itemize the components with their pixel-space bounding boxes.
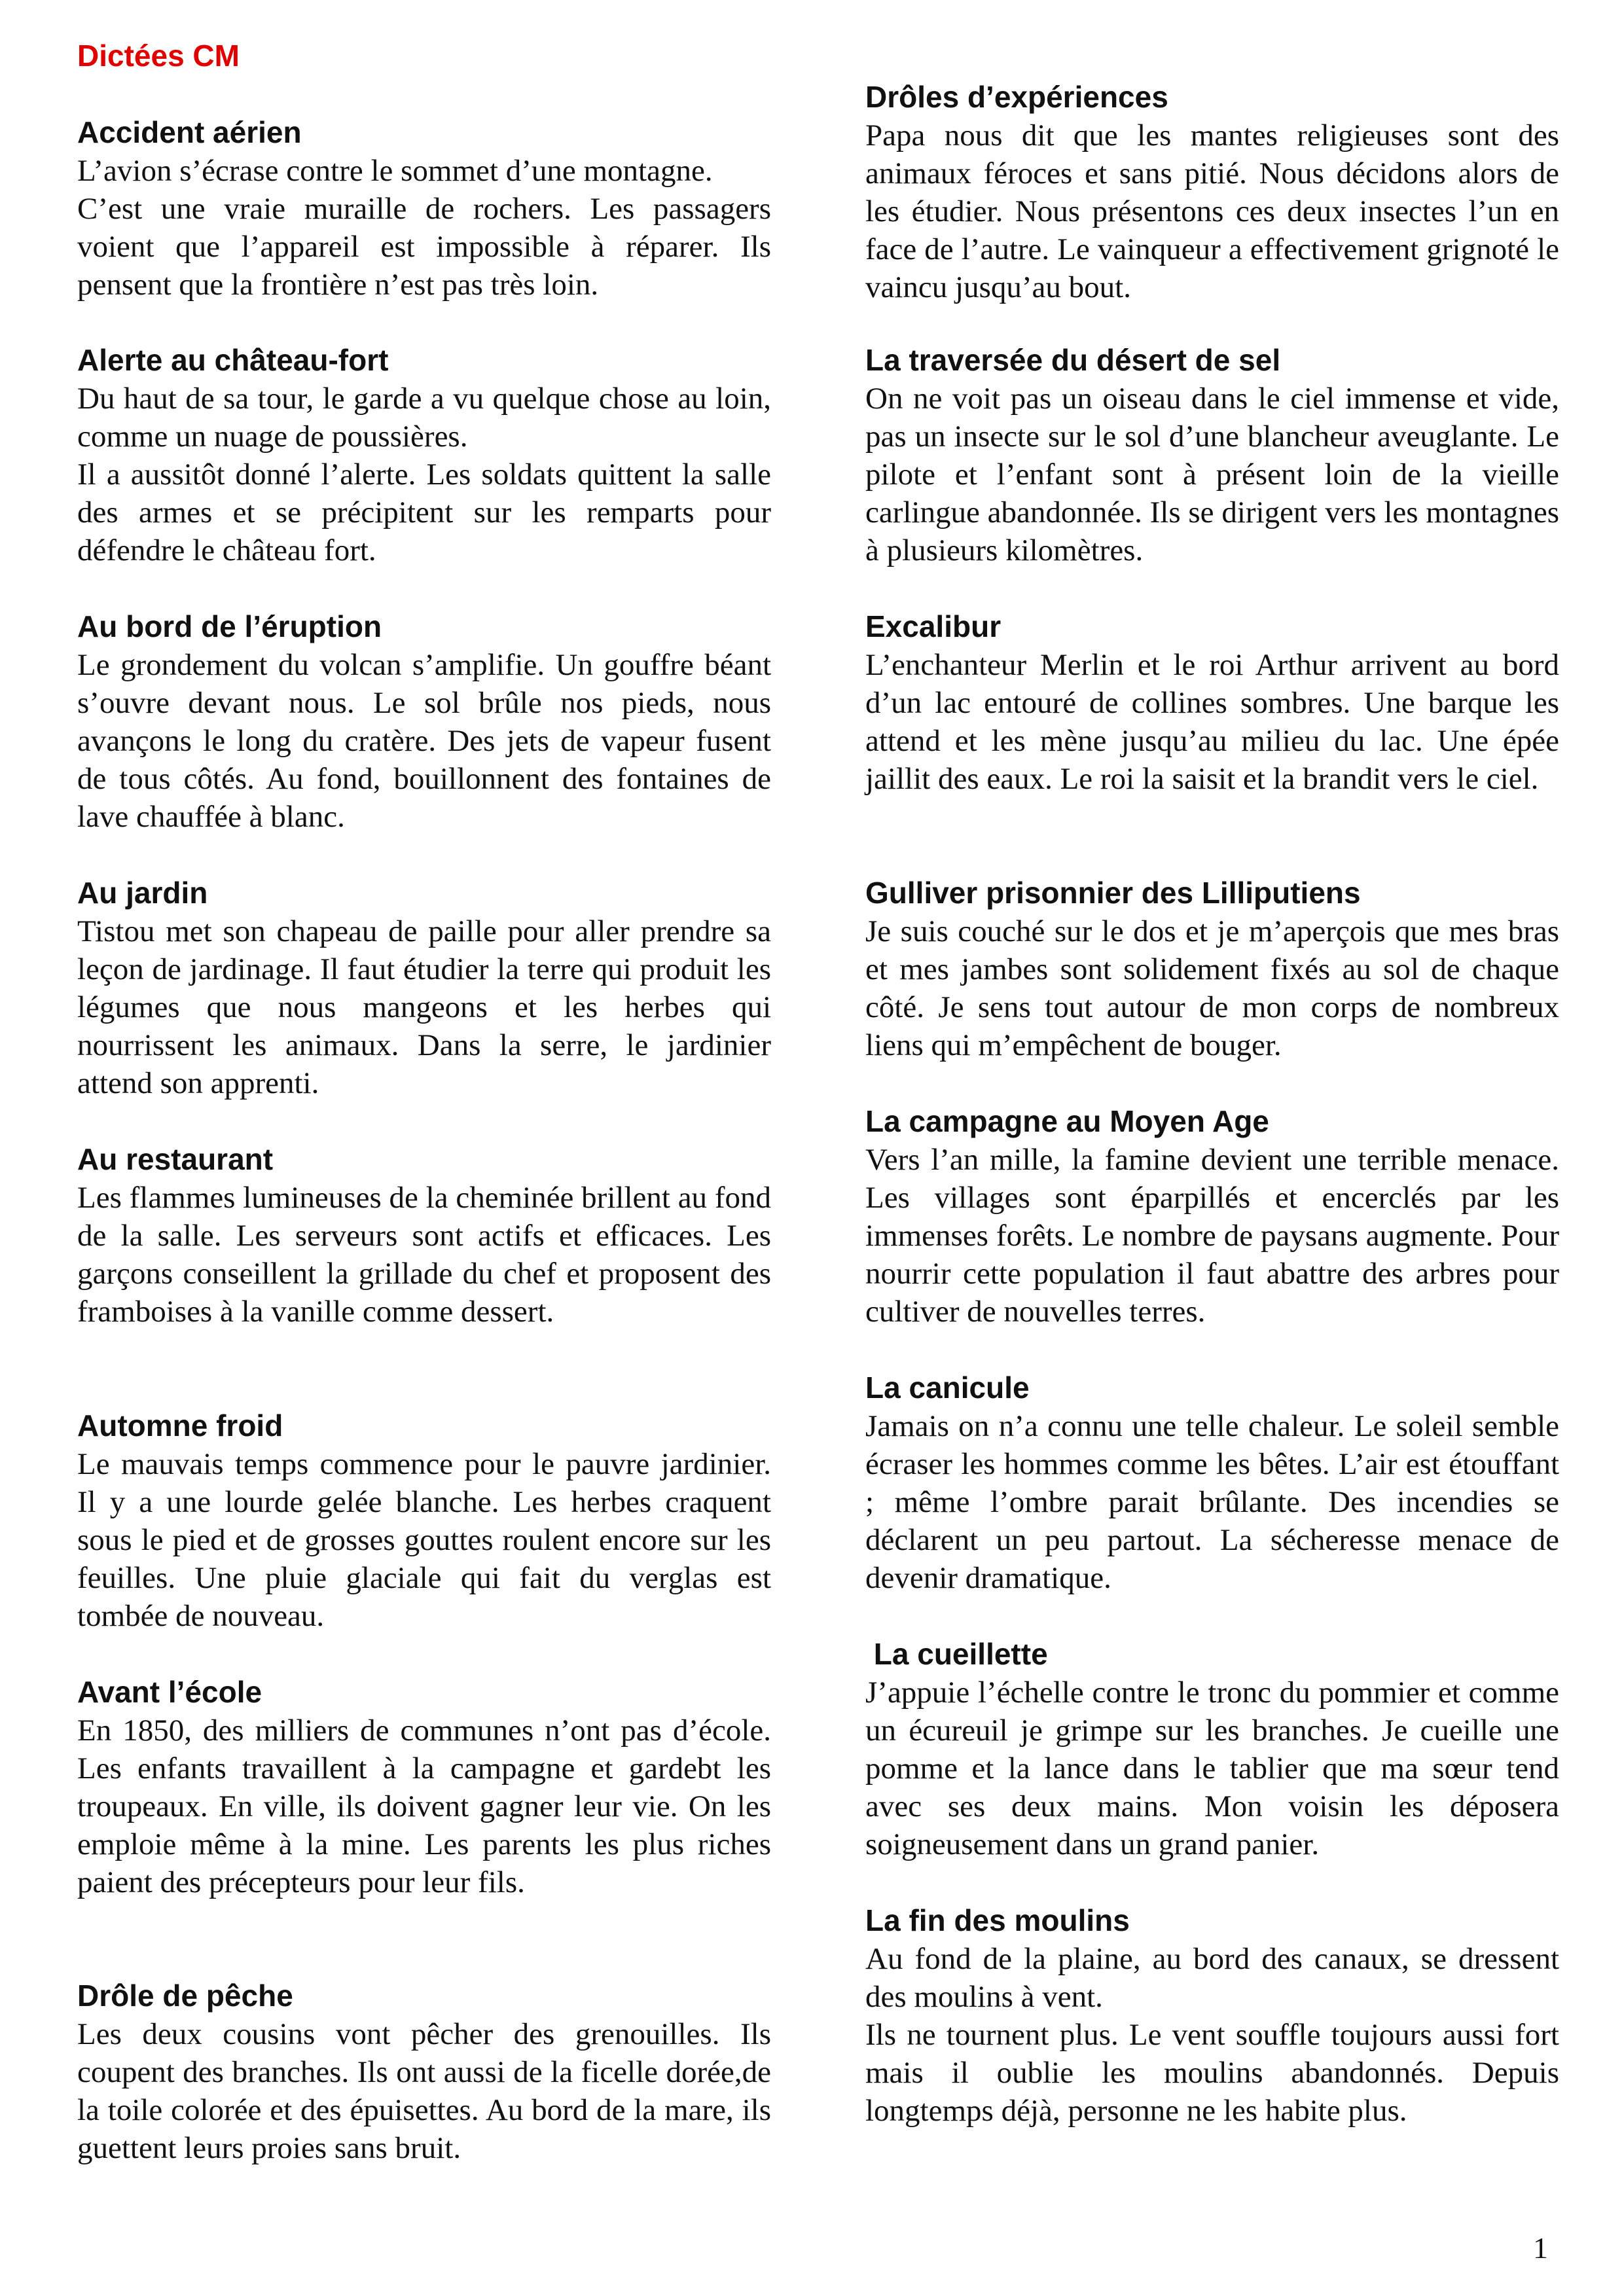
text-paragraph: Le grondement du volcan s’amplifie. Un gouffre béant s’ouvre devant nous. Le sol brûle nos pieds, nous avançons le long du cratère. Des jets de vapeur fusent de tous côtés. Au fond, bouillonnent des fontaines de lave chauffée à blanc.	[77, 648, 771, 834]
section-text	[865, 117, 1559, 306]
dictation-drole-de-peche	[77, 1976, 771, 2167]
section-heading: La traversée du désert de sel	[865, 343, 1281, 377]
document-title: Dictées CM	[77, 39, 240, 73]
section-heading: Automne froid	[77, 1408, 283, 1443]
dictation-campagne-moyen-age	[865, 1102, 1559, 1331]
section-heading: Drôle de pêche	[77, 1979, 293, 2013]
section-text	[77, 1712, 771, 1901]
text-paragraph: Au fond de la plaine, au bord des canaux, se dressent des moulins à vent.	[865, 1942, 1559, 2014]
text-paragraph: On ne voit pas un oiseau dans le ciel immense et vide, pas un insecte sur le sol d’une blancheur aveuglante. Le pilote et l’enfant sont à présent loin de la vieille carlingue abandonnée. Ils se dirigent vers les montagnes à plusieurs kilomètres.	[865, 382, 1559, 567]
section-heading: Au bord de l’éruption	[77, 609, 382, 643]
section-heading: Drôles d’expériences	[865, 80, 1168, 114]
section-heading: Au jardin	[77, 876, 208, 910]
section-heading: Avant l’école	[77, 1675, 262, 1709]
text-paragraph: Je suis couché sur le dos et je m’aperçois que mes bras et mes jambes sont solidement fixés au sol de chaque côté. Je sens tout autour de mon corps de nombreux liens qui m’empêchent de bouger.	[865, 914, 1559, 1062]
text-paragraph: En 1850, des milliers de communes n’ont pas d’école. Les enfants travaillent à la campagne et gardebt les troupeaux. En ville, ils doivent gagner leur vie. On les emploie même à la mine. Les parents les plus riches paient des précepteurs pour leur fils.	[77, 1713, 771, 1899]
dictation-au-jardin	[77, 873, 771, 1102]
dictation-gulliver	[865, 873, 1559, 1064]
section-text	[77, 1179, 771, 1331]
dictation-au-restaurant	[77, 1139, 771, 1331]
dictation-accident-aerien	[77, 113, 771, 304]
section-heading: Gulliver prisonnier des Lilliputiens	[865, 876, 1361, 910]
section-heading: La canicule	[865, 1371, 1030, 1405]
text-paragraph: L’avion s’écrase contre le sommet d’une montagne.	[77, 154, 713, 188]
section-text	[77, 2015, 771, 2167]
dictation-alerte-chateau-fort	[77, 340, 771, 569]
dictation-cueillette	[865, 1634, 1559, 1863]
text-paragraph: Du haut de sa tour, le garde a vu quelque chose au loin, comme un nuage de poussières.	[77, 382, 771, 454]
section-text	[77, 152, 771, 304]
text-paragraph: Il a aussitôt donné l’alerte. Les soldats quittent la salle des armes et se précipitent sur les remparts pour défendre le château fort.	[77, 457, 771, 567]
section-heading: Excalibur	[865, 609, 1001, 643]
dictation-canicule	[865, 1368, 1559, 1597]
section-text	[77, 912, 771, 1102]
text-paragraph: J’appuie l’échelle contre le tronc du pommier et comme un écureuil je grimpe sur les branches. Je cueille une pomme et la lance dans le tablier que ma sœur tend avec ses deux mains. Mon voisin les déposera soigneusement dans un grand panier.	[865, 1676, 1559, 1861]
text-paragraph: Vers l’an mille, la famine devient une terrible menace. Les villages sont éparpillés et encerclés par les immenses forêts. Le nombre de paysans augmente. Pour nourrir cette population il faut abattre des arbres pour cultiver de nouvelles terres.	[865, 1143, 1559, 1329]
section-text	[865, 1407, 1559, 1597]
section-heading: Alerte au château-fort	[77, 343, 389, 377]
dictation-excalibur	[865, 607, 1559, 798]
dictation-avant-ecole	[77, 1672, 771, 1901]
section-text	[77, 1445, 771, 1635]
section-heading: La cueillette	[865, 1637, 1048, 1671]
text-paragraph: Le mauvais temps commence pour le pauvre jardinier. Il y a une lourde gelée blanche. Les herbes craquent sous le pied et de grosses gouttes roulent encore sur les feuilles. Une pluie glaciale qui fait du verglas est tombée de nouveau.	[77, 1447, 771, 1633]
text-paragraph: Ils ne tournent plus. Le vent souffle toujours aussi fort mais il oublie les moulins abandonnés. Depuis longtemps déjà, personne ne les habite plus.	[865, 2018, 1559, 2128]
section-text	[865, 912, 1559, 1064]
section-heading: Au restaurant	[77, 1142, 274, 1176]
section-text	[865, 380, 1559, 569]
section-text	[865, 1674, 1559, 1863]
section-text	[865, 1940, 1559, 2130]
text-paragraph: Jamais on n’a connu une telle chaleur. Le soleil semble écraser les hommes comme les bêtes. L’air est étouffant ; même l’ombre parait brûlante. Des incendies se déclarent un peu partout. La sécheresse menace de devenir dramatique.	[865, 1409, 1559, 1595]
text-paragraph: L’enchanteur Merlin et le roi Arthur arrivent au bord d’un lac entouré de collines sombres. Une barque les attend et les mène jusqu’au milieu du lac. Une épée jaillit des eaux. Le roi la saisit et la brandit vers le ciel.	[865, 648, 1559, 796]
text-paragraph: C’est une vraie muraille de rochers. Les passagers voient que l’appareil est impossible à réparer. Ils pensent que la frontière n’est pas très loin.	[77, 192, 771, 302]
section-text	[77, 646, 771, 836]
text-paragraph: Les flammes lumineuses de la cheminée brillent au fond de la salle. Les serveurs sont actifs et efficaces. Les garçons conseillent la grillade du chef et proposent des framboises à la vanille comme dessert.	[77, 1181, 771, 1329]
text-paragraph: Tistou met son chapeau de paille pour aller prendre sa leçon de jardinage. Il faut étudier la terre qui produit les légumes que nous mangeons et les herbes qui nourrissent les animaux. Dans la serre, le jardinier attend son apprenti.	[77, 914, 771, 1100]
text-paragraph: Papa nous dit que les mantes religieuses sont des animaux féroces et sans pitié. Nous décidons alors de les étudier. Nous présentons ces deux insectes l’un en face de l’autre. Le vainqueur a effectivement grignoté le vaincu jusqu’au bout.	[865, 118, 1559, 304]
section-text	[865, 646, 1559, 798]
dictation-traversee-desert	[865, 340, 1559, 569]
dictation-bord-eruption	[77, 607, 771, 836]
section-heading: La fin des moulins	[865, 1903, 1130, 1937]
section-text	[865, 1141, 1559, 1331]
dictation-fin-des-moulins	[865, 1901, 1559, 2130]
page-number: 1	[1533, 2231, 1548, 2265]
text-paragraph: Les deux cousins vont pêcher des grenouilles. Ils coupent des branches. Ils ont aussi de la ficelle dorée,de la toile colorée et des épuisettes. Au bord de la mare, ils guettent leurs proies sans bruit.	[77, 2017, 771, 2165]
section-heading: Accident aérien	[77, 115, 302, 149]
section-text	[77, 380, 771, 569]
dictation-automne-froid	[77, 1406, 771, 1635]
section-heading: La campagne au Moyen Age	[865, 1104, 1269, 1138]
dictation-droles-experiences	[865, 77, 1559, 306]
